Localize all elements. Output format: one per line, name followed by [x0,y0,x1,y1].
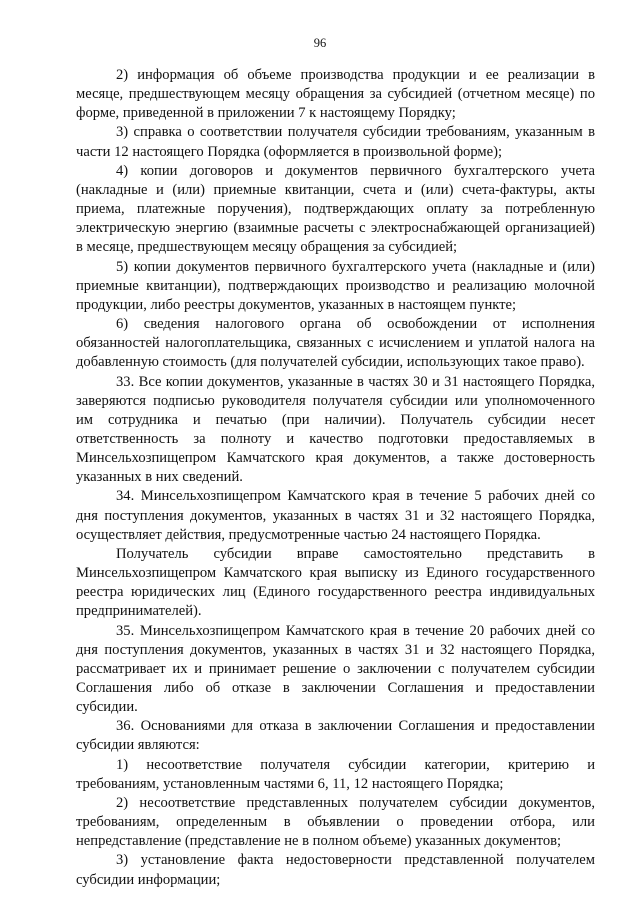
paragraph-section-35: 35. Минсельхозпищепром Камчатского края в течение 20 рабочих дней со дня поступления документов, указанных в частях 31 и 32 настоящего Порядка, рассматривает их и принимает решение о заключении с получателем субсидии Соглашения либо об отказе в заключении Соглашения и предоставлении субсидии. [76,622,595,716]
paragraph-item-3-compliance-certificate: 3) справка о соответствии получателя субсидии требованиям, указанным в части 12 настоящего Порядка (оформляется в произвольной форме); [76,124,595,160]
paragraph-section-33: 33. Все копии документов, указанные в частях 30 и 31 настоящего Порядка, заверяются подписью руководителя получателя субсидии или уполномоченного им сотрудника и печатью (при наличии). Получатель субсидии несет ответственность за полноту и качество подготовки предоставляемых в Минсельхозпищепром Камчатского края документов, а также достоверность указанных в них сведений. [76,373,595,486]
paragraph-section-34-registry-extract: Получатель субсидии вправе самостоятельно представить в Минсельхозпищепром Камчатского края выписку из Единого государственного реестра юридических лиц (Единого государственного реестра индивидуальных предпринимателей). [76,545,595,620]
paragraph-item-5-accounting-documents: 5) копии документов первичного бухгалтерского учета (накладные и (или) приемные квитанции), подтверждающих производство и реализацию молочной продукции, либо реестры документов, указанных в настоящем пункте; [76,258,595,313]
document-body [76,66,595,890]
paragraph-refusal-reason-2: 2) несоответствие представленных получателем субсидии документов, требованиям, определенным в объявлении о проведении отбора, или непредставление (представление не в полном объеме) указанных документов; [76,794,595,850]
paragraph-section-34: 34. Минсельхозпищепром Камчатского края в течение 5 рабочих дней со дня поступления документов, указанных в частях 31 и 32 настоящего Порядка, осуществляет действия, предусмотренные частью 24 настоящего Порядка. [76,488,595,543]
paragraph-refusal-reason-1: 1) несоответствие получателя субсидии категории, критерию и требованиям, установленным частями 6, 11, 12 настоящего Порядка; [76,756,595,792]
paragraph-item-6-tax-information: 6) сведения налогового органа об освобождении от исполнения обязанностей налогоплательщика, связанных с исчислением и уплатой налога на добавленную стоимость (для получателей субсидии, использующих такое право). [76,316,595,371]
paragraph-item-2-production-info: 2) информация об объеме производства продукции и ее реализации в месяце, предшествующем месяцу обращения за субсидией (отчетном месяце) по форме, приведенной в приложении 7 к настоящему Порядку; [76,67,595,122]
paragraph-section-36: 36. Основаниями для отказа в заключении Соглашения и предоставлении субсидии являются: [76,718,595,754]
paragraph-refusal-reason-3: 3) установление факта недостоверности представленной получателем субсидии информации; [76,852,595,888]
paragraph-item-4-contract-copies: 4) копии договоров и документов первичного бухгалтерского учета (накладные и (или) приемные квитанции, счета и (или) счета-фактуры, акты приема, платежные поручения), подтверждающих оплату за потребленную электрическую энергию (взаимные расчеты с электроснабжающей организацией) в месяце, предшествующем месяцу обращения за субсидией; [76,162,595,256]
page-number: 96 [313,36,327,50]
